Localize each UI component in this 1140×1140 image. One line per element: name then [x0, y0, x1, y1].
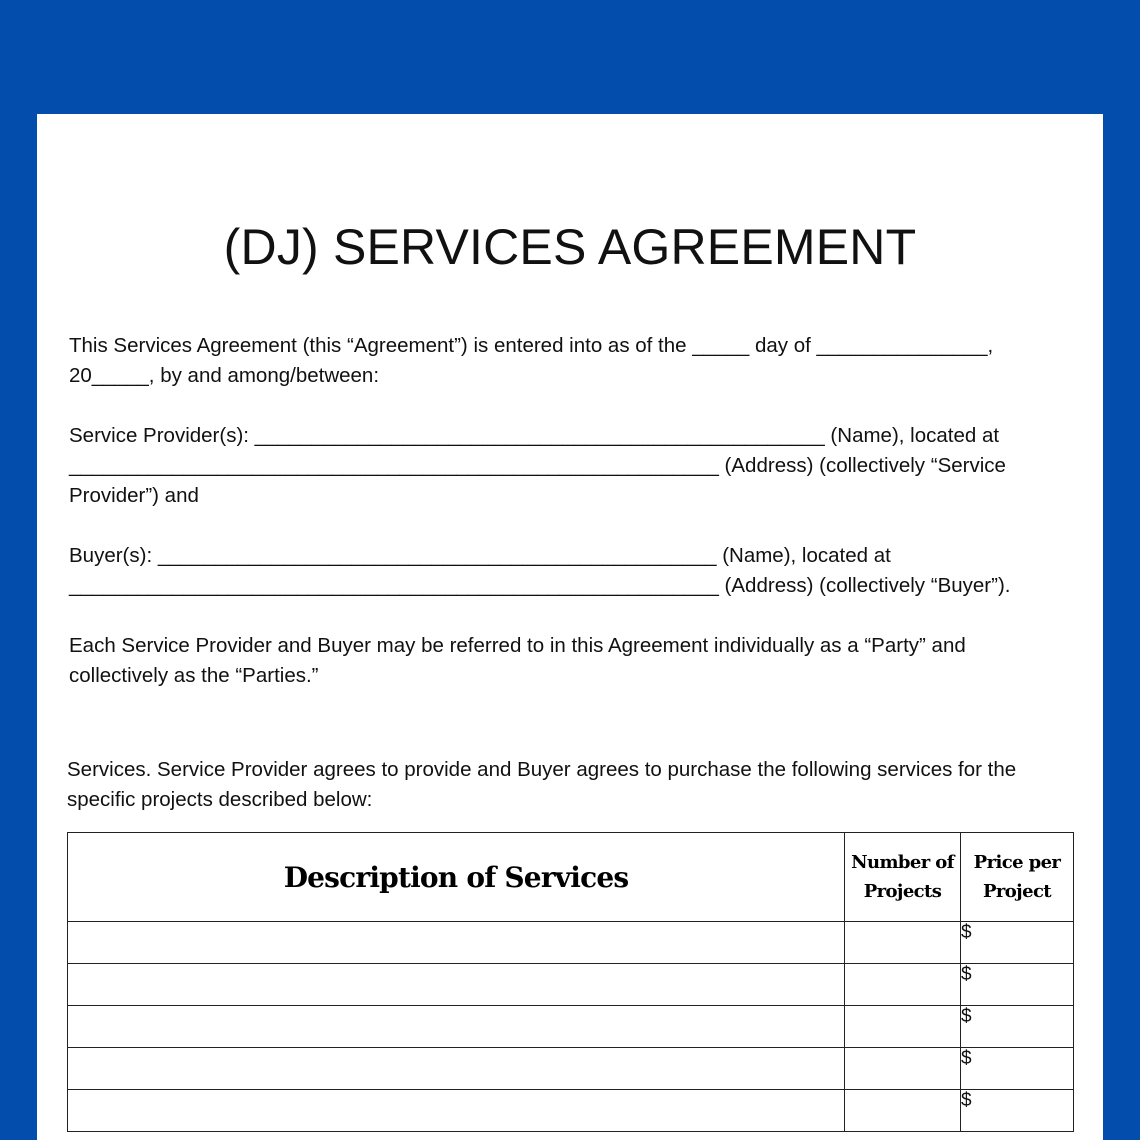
parties-line-2: collectively as the “Parties.”	[69, 664, 319, 687]
services-table	[67, 832, 1074, 1132]
description-cell[interactable]	[68, 922, 845, 964]
intro-line-1: This Services Agreement (this “Agreement”) is entered into as of the _____ day of _______________,	[69, 334, 994, 357]
document-page	[37, 114, 1103, 1140]
price-cell[interactable]: $	[961, 1048, 1074, 1090]
description-cell[interactable]	[68, 1048, 845, 1090]
services-line-2: specific projects described below:	[67, 788, 373, 811]
intro-line-2: 20_____, by and among/between:	[69, 364, 380, 387]
buyer-paragraph	[69, 541, 1079, 601]
service-provider-line-1: Service Provider(s): __________________________________________________ (Name), located at	[69, 424, 1000, 447]
buyer-line-1: Buyer(s): _________________________________________________ (Name), located at	[69, 544, 891, 567]
price-cell[interactable]: $	[961, 922, 1074, 964]
parties-paragraph	[69, 631, 1079, 691]
table-row	[68, 922, 1074, 964]
table-row	[68, 1048, 1074, 1090]
buyer-line-2: _________________________________________________________ (Address) (collectively “Buyer”).	[69, 574, 1011, 597]
header-number-of-projects: Number of Projects	[845, 833, 961, 922]
table-row	[68, 1006, 1074, 1048]
service-provider-line-3: Provider”) and	[69, 484, 199, 507]
table-row	[68, 1090, 1074, 1132]
document-title: (DJ) SERVICES AGREEMENT	[223, 219, 917, 275]
header-price-per-project: Price per Project	[961, 833, 1074, 922]
table-header-row	[68, 833, 1074, 922]
service-provider-line-2: _________________________________________________________ (Address) (collectively “Service	[69, 454, 1006, 477]
price-cell[interactable]: $	[961, 1006, 1074, 1048]
services-line-1: Services. Service Provider agrees to provide and Buyer agrees to purchase the following services for the	[67, 758, 1017, 781]
description-cell[interactable]	[68, 1006, 845, 1048]
price-cell[interactable]: $	[961, 964, 1074, 1006]
parties-line-1: Each Service Provider and Buyer may be referred to in this Agreement individually as a “Party” and	[69, 634, 966, 657]
number-cell[interactable]	[845, 922, 961, 964]
number-cell[interactable]	[845, 964, 961, 1006]
intro-paragraph	[69, 331, 1079, 391]
number-cell[interactable]	[845, 1090, 961, 1132]
description-cell[interactable]	[68, 964, 845, 1006]
description-cell[interactable]	[68, 1090, 845, 1132]
price-cell[interactable]: $	[961, 1090, 1074, 1132]
header-description: Description of Services	[68, 833, 845, 922]
services-paragraph	[67, 755, 1077, 815]
number-cell[interactable]	[845, 1048, 961, 1090]
service-provider-paragraph	[69, 421, 1079, 511]
table-row	[68, 964, 1074, 1006]
number-cell[interactable]	[845, 1006, 961, 1048]
